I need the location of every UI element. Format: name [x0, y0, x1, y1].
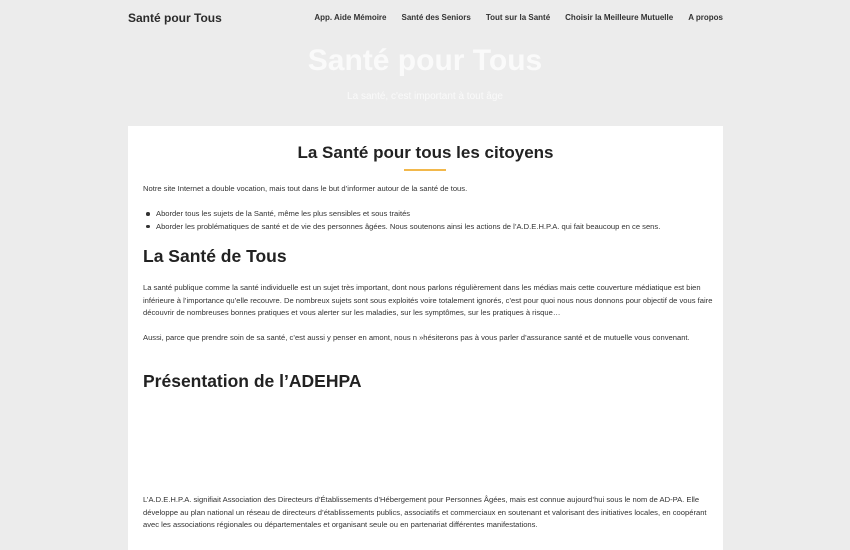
section1-paragraph-1: La santé publique comme la santé individuelle est un sujet très important, dont nous parlons régulièrement dans les médias mais cette couverture médiatique est bien inférieure à l’importance qu’elle recouvre. De nombreux sujets sont sous exploités voire totalement ignorés, c’est pour quoi nous nous donnons pour objectif de vous faire découvrir de nombreuses bonnes pratiques et vous alerter sur les maladies, sur les symptômes, sur les pratiques à risque…	[143, 283, 713, 317]
article-title: La Santé pour tous les citoyens	[297, 143, 554, 162]
article-card	[128, 126, 723, 550]
nav-item-app-aide-memoire[interactable]: App. Aide Mémoire	[314, 13, 387, 22]
hero-title: Santé pour Tous	[307, 44, 543, 77]
site-brand-link[interactable]: Santé pour Tous	[128, 11, 222, 25]
purpose-list	[143, 208, 713, 233]
list-item: Aborder tous les sujets de la Santé, même les plus sensibles et sous traités	[143, 208, 713, 221]
hero-subtitle: La santé, c'est important à tout âge	[347, 91, 503, 102]
section-heading-sante-de-tous: La Santé de Tous	[143, 246, 287, 266]
nav-item-a-propos[interactable]: A propos	[688, 13, 723, 22]
nav-item-tout-sur-la-sante[interactable]: Tout sur la Santé	[485, 13, 551, 22]
section1-paragraph-2: Aussi, parce que prendre soin de sa santé, c’est aussi y penser en amont, nous n »hésiterons pas à vous parler d’assurance santé et de mutuelle vous convenant.	[143, 333, 690, 342]
top-navigation-bar	[0, 0, 850, 36]
main-menu	[299, 13, 723, 22]
nav-item-choisir-mutuelle[interactable]: Choisir la Meilleure Mutuelle	[565, 13, 674, 22]
list-item: Aborder les problématiques de santé et de vie des personnes âgées. Nous soutenons ainsi les actions de l’A.D.E.H.P.A. qui fait beaucoup en ce sens.	[143, 221, 713, 234]
section-heading-presentation-adehpa: Présentation de l’ADEHPA	[143, 371, 362, 391]
intro-paragraph: Notre site Internet a double vocation, mais tout dans le but d’informer autour de la santé de tous.	[143, 184, 468, 193]
section2-paragraph-1: L’A.D.E.H.P.A. signifiait Association des Directeurs d’Établissements d’Hébergement pour Personnes Âgées, mais est connue aujourd’hui sous le nom de AD-PA. Elle développe au plan national un réseau de directeurs d’établissements publics, associatifs et commerciaux en soutenant et valorisant des initiatives locales, en coopérant avec les associations régionales ou départementales et organisant seule ou en partenariat différentes manifestations.	[143, 495, 707, 529]
nav-item-sante-des-seniors[interactable]: Santé des Seniors	[401, 13, 471, 22]
title-accent-divider	[404, 169, 446, 171]
